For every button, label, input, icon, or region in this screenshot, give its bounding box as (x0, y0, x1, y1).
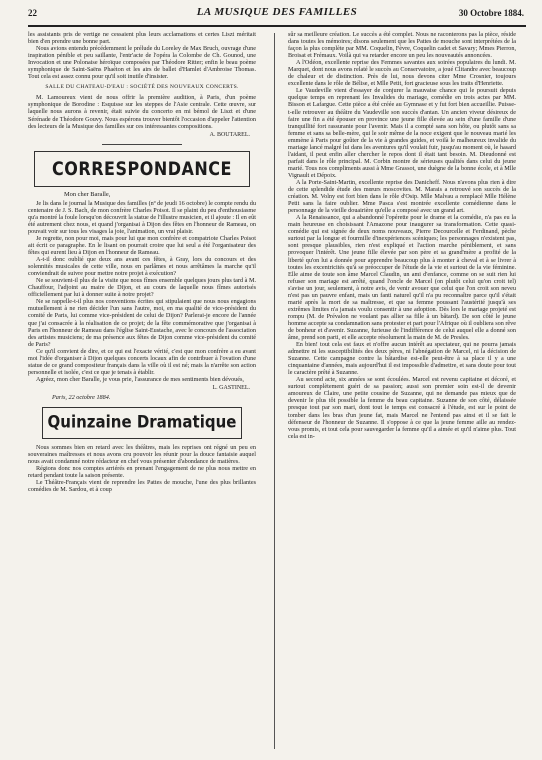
left-column (28, 31, 256, 753)
paragraph: Ne se souvient-il plus de la visite que nous fîmes ensemble quelques jours plus tard à M. Chauffour, l'adjoint au maire de Dijon, et au cours de laquelle nous fîmes autorisés officiellement par lui à donner suite à notre projet? (28, 277, 256, 299)
paragraph: Je lis dans le journal la Musique des familles (nº de jeudi 16 octobre) le compte rendu du centenaire de J. S. Bach, de mon confrère Charles Poisot. Il se plaint du peu d'enthousiasme qu'a montré la foule lorsqu'on découvrit la statue de l'illustre musicien, et il ajoute : Il en eût été autrement chez nous, et quand j'organisai à Dijon des fêtes en l'honneur de Rameau, on pouvait voir sur tous les visages la joie, l'animation, un vrai plaisir. (28, 199, 256, 235)
issue-date: 30 Octobre 1884. (458, 8, 524, 18)
signature-gastinel: L. GASTINEL. (212, 384, 250, 391)
quinzaine-banner (42, 407, 242, 439)
paragraph: Régions donc nos comptes arriérés en prenant l'engagement de ne plus nous mettre en retard pendant toute la saison présente. (28, 465, 256, 480)
paragraph: sûr sa meilleure création. Le succès a été complet. Nous ne raconterons pas la pièce, réside dans toutes les mémoires; disons seulement que les Pattes de mouche sont interprétées de la façon la plus complète par MM. Coquelin, Fèvre, Coquelin cadet et Savary; Mmes Pierron, Broisat et Frémaux. Voilà qui va retarder encore un peu les nouveautés annoncées. (288, 31, 516, 60)
paragraph: Je regrette, non pour moi, mais pour lui que mon confrère et compatriote Charles Poisot ait écrit ce paragraphe. En le lisant on pourrait croire que lui seul a été l'organisateur des fêtes qui eurent lieu à Dijon en l'honneur de Rameau. (28, 234, 256, 257)
section-title-correspondance: CORRESPONDANCE (52, 157, 232, 180)
journal-title: LA MUSIQUE DES FAMILLES (196, 6, 358, 18)
paragraph: Au second acte, six années se sont écoulées. Marcel est revenu capitaine et décoré, et surtout complètement guéri de sa passion; aussi son premier soin est-il de devenir amoureux de Claire, une petite cousine de Suzanne, qui ne demande pas mieux que de devenir le plus tôt possible la femme du beau capitaine. Suzanne de son côté, délaissée presque tout par son mari, dont tout le temps est consacré à l'étude, est sur le point de tomber dans les bras d'un jeune fat, mais Marcel ne l'entend pas ainsi et il se fait le défenseur de l'honneur de Suzanne. Il s'oppose à ce que la jeune femme aille au rendez-vous promis, et tout cela pour sauvegarder la femme qu'il a aimée et qu'il n'aime plus. Tout cela est in- (288, 376, 516, 440)
page-number: 22 (28, 8, 37, 18)
paragraph: A l'Odéon, excellente reprise des Femmes savantes aux soirées populaires du lundi. M. Marquet, dont nous avons relaté le succès au Conservatoire, a joué Clitandre avec beaucoup de chaleur et de distinction. Près de lui, nous devons citer Mme Crosnier, toujours excellente dans le rôle de Bélise, et Mlle Petit, fort gracieuse sous les traits d'Henriette. (288, 59, 516, 88)
letter-date: Paris, 22 octobre 1884. (52, 393, 111, 401)
letter-salutation: Mon cher Baralle, (64, 190, 111, 198)
divider (102, 144, 182, 145)
paragraph: En bien! tout cela est faux et n'offre aucun intérêt au spectateur, qui ne pourra jamais admettre ni les susceptibilités des deux pères, ni l'abnégation de Marcel, ni la décision de Suzanne. Cette campagne contre la bâtardise est-elle peut-être à sa place il y a une cinquantaine d'années, mais aujourd'hui il est impossible d'admettre, et sans doute pour tout le caractère prêté à Suzanne. (288, 341, 516, 377)
paragraph: Agréez, mon cher Baralle, je vous prie, l'assurance de mes sentiments bien dévoués, (36, 375, 244, 383)
paragraph: Ce qu'il convient de dire, et ce qui est l'exacte vérité, c'est que mon confrère a eu avant moi l'idée d'organiser à Dijon quelques concerts locaux afin de contribuer à l'ovation d'une statue de ce grand compositeur français dans la ville où il est né; mais la n'arrête son action personnelle et isolée, c'est ce que je tenais à établir. (28, 347, 256, 376)
page-header (28, 3, 526, 27)
signature-boutarel: A. BOUTAREL. (209, 131, 250, 138)
paragraph: Le Théâtre-Français vient de reprendre les Pattes de mouche, l'une des plus brillantes comédies de M. Sardou, et à coup (28, 479, 256, 494)
paragraph: Nous sommes bien en retard avec les théâtres, mais les reprises ont régné un peu en souveraines maîtresses et nous avons cru pouvoir les réunir pour la douce fantaisie auquel nous avait condamné notre rédacteur en chef vous présenter d'abondance de matières. (28, 444, 256, 466)
paragraph: A-t-il donc oublié que deux ans avant ces fêtes, à Gray, lors du concours et des solennités musicales de cette ville, nous en parlâmes et nous arrêtâmes la marche qu'il conviendrait de suivre pour mettre notre projet à exécution? (28, 256, 256, 278)
paragraph: A la Porte-Saint-Martin, excellente reprise des Danicheff. Nous n'avons plus rien à dire de cette splendide étude des mœurs moscovites. M. Marais a retrouvé son succès de la création. M. Volny est fort bien dans le rôle d'Osip. Mlle Malvau a remplacé Mlle Hélène Petit sans la faire oublier. Mme Pasca s'est montrée excellente comédienne dans le personnage de la vieille douairière qu'elle a composé avec un grand art. (288, 178, 516, 215)
paragraph: M. Lamoureux vient de nous offrir la première audition, à Paris, d'un poème symphonique de Borodine : Esquisse sur les steppes de l'Asie centrale. Cette œuvre, sur laquelle nous aurons à revenir, était suivie du concerto en mi bémol de Liszt et d'une Sérénade de Théodore Gouvy. Nous espérons trouver bientôt l'occasion d'appeler l'attention des lecteurs de la Musique des familles sur ces intéressantes compositions. (28, 94, 256, 130)
section-title-quinzaine: Quinzaine Dramatique (47, 412, 237, 433)
paragraph: Le Vaudeville vient d'essayer de conjurer la mauvaise chance qui le poursuit depuis quelque temps en reprenant les Invalides du mariage, comédie en trois actes par MM. Bisson et Lafargue. Cette pièce a été créée au Gymnase et y fut fort bien accueillie. Puisse-t-elle retrouver au théâtre du Vaudeville son succès d'antan. Un ancien viveur désireux de faire une fin a été épouser en province une jeune fille élevée au sein d'une famille d'une tranquillité fort rassurante pour l'avenir. Mais il a compté sans son hôte, ou plutôt sans sa femme et sans sa belle-mère, qui le soir même de la noce exigent que le nouveau marié les emmène à Paris pour goûter de la vie à grandes guides, et voilà le malheureux invalide du mariage lancé malgré lui dans les aventures qu'il voulait fuir, jusqu'au moment où, le hasard l'aidant, il peut enfin aller chercher le repos dont il était tant besoin. M. Dieudonné est parfait dans le rôle principal. M. Corbin montre de sérieuses qualités dans celui du jeune marié. Tous nos compliments aussi à Mme Grassot, une duègne de la bonne école, et à Mlle Vignault et Dépoix. (288, 87, 516, 179)
right-column (288, 31, 516, 753)
paragraph: Nous avions entendu précédemment le prélude du Loreley de Max Bruch, ouvrage d'une inspiration pénible et peu saillante, l'entr'acte de l'opéra la Colombe de Ch. Gounod, une Invocation et une Polonaise héroïque composées par Théodore Ritter; enfin le beau poème symphonique de Saint-Saëns Phaéton et les airs de ballet d'Hamlet d'Ambroise Thomas. Tout cela est assez connu pour qu'il soit inutile d'insister. (28, 45, 256, 81)
column-divider (274, 33, 275, 749)
paragraph: A la Renaissance, qui a abandonné l'opérette pour le drame et la comédie, n'a pas eu la main heureuse en choisissant l'Amazone pour inaugurer sa transformation. Cette quasi-comédie qui est signée de deux noms nouveaux, Pierre Decourcelle et Ferdinand, pèche surtout par la longue et fourmille d'inexpériences scéniques; les personnages n'existent pas, sont presque plausibles, rien n'est expliqué et l'action marche péniblement, et sans provoquer l'intérêt. Une jeune fille élevée par son père et sa grand'mère a profité de la liberté qu'on lui a donnée pour apprendre beaucoup plus à monter à cheval et à se livrer à toutes les excentricités qu'à se préoccuper de l'étude de la vie et surtout de la vie féminine. Elle aime de toute son âme Marcel Claudin, un ami d'enfance, comme on se suit rien lui refuser son mariage est arrêté, quand l'oncle de Marcel (on plutôt celui qu'on croit tel) s'avise un jour, seulement, à notre avis, de venir avouer que celui que l'on croit son neveu n'est pas un pauvre enfant, mais un fanti naturel qu'il n'a pu reconnaître parce qu'il s'était marié après la mort de sa maîtresse, et que sa femme poussant l'austérité jusqu'à ses extrêmes limites n'a jamais voulu consentir à une adoption. Dès lors le mariage projeté est rompu (M. de Prévalon ne voulant pas allier sa fille à un bâtard). De son côté le jeune homme accepte sa condamnation sans protester et part pour l'Afrique où il oubliera son rêve de bonheur et d'avenir. Suzanne, furieuse de l'indifférence de celui auquel elle a donné son âme, prend son parti, et elle accepte résolument la main de M. de Presles. (288, 214, 516, 342)
section-heading-salle: SALLE DU CHATEAU-D'EAU : SOCIÉTÉ DES NOUVEAUX CONCERTS. (45, 84, 239, 91)
correspondance-banner (34, 151, 250, 187)
paragraph: les assistants pris de vertige ne cessaient plus leurs acclamations et certes Liszt méritait bien d'en prendre une bonne part. (28, 31, 256, 46)
paragraph: Ne se rappelle-t-il plus nos conventions écrites qui stipulaient que nous nous engagions mutuellement à ne rien décider l'un sans l'autre, moi, en ma qualité de vice-président du comité de Paris, lui comme vice-président de celui de Dijon? Parlerai-je encore de l'année que j'ai consacrée à la réalisation de ce projet; de la fête commémorative que j'organisai à Paris en l'honneur de Rameau dans l'église Saint-Eustache, avec le concours de l'association des artistes musiciens; de ma présence aux fêtes de Dijon comme vice-président du comité de Paris? (28, 298, 256, 348)
